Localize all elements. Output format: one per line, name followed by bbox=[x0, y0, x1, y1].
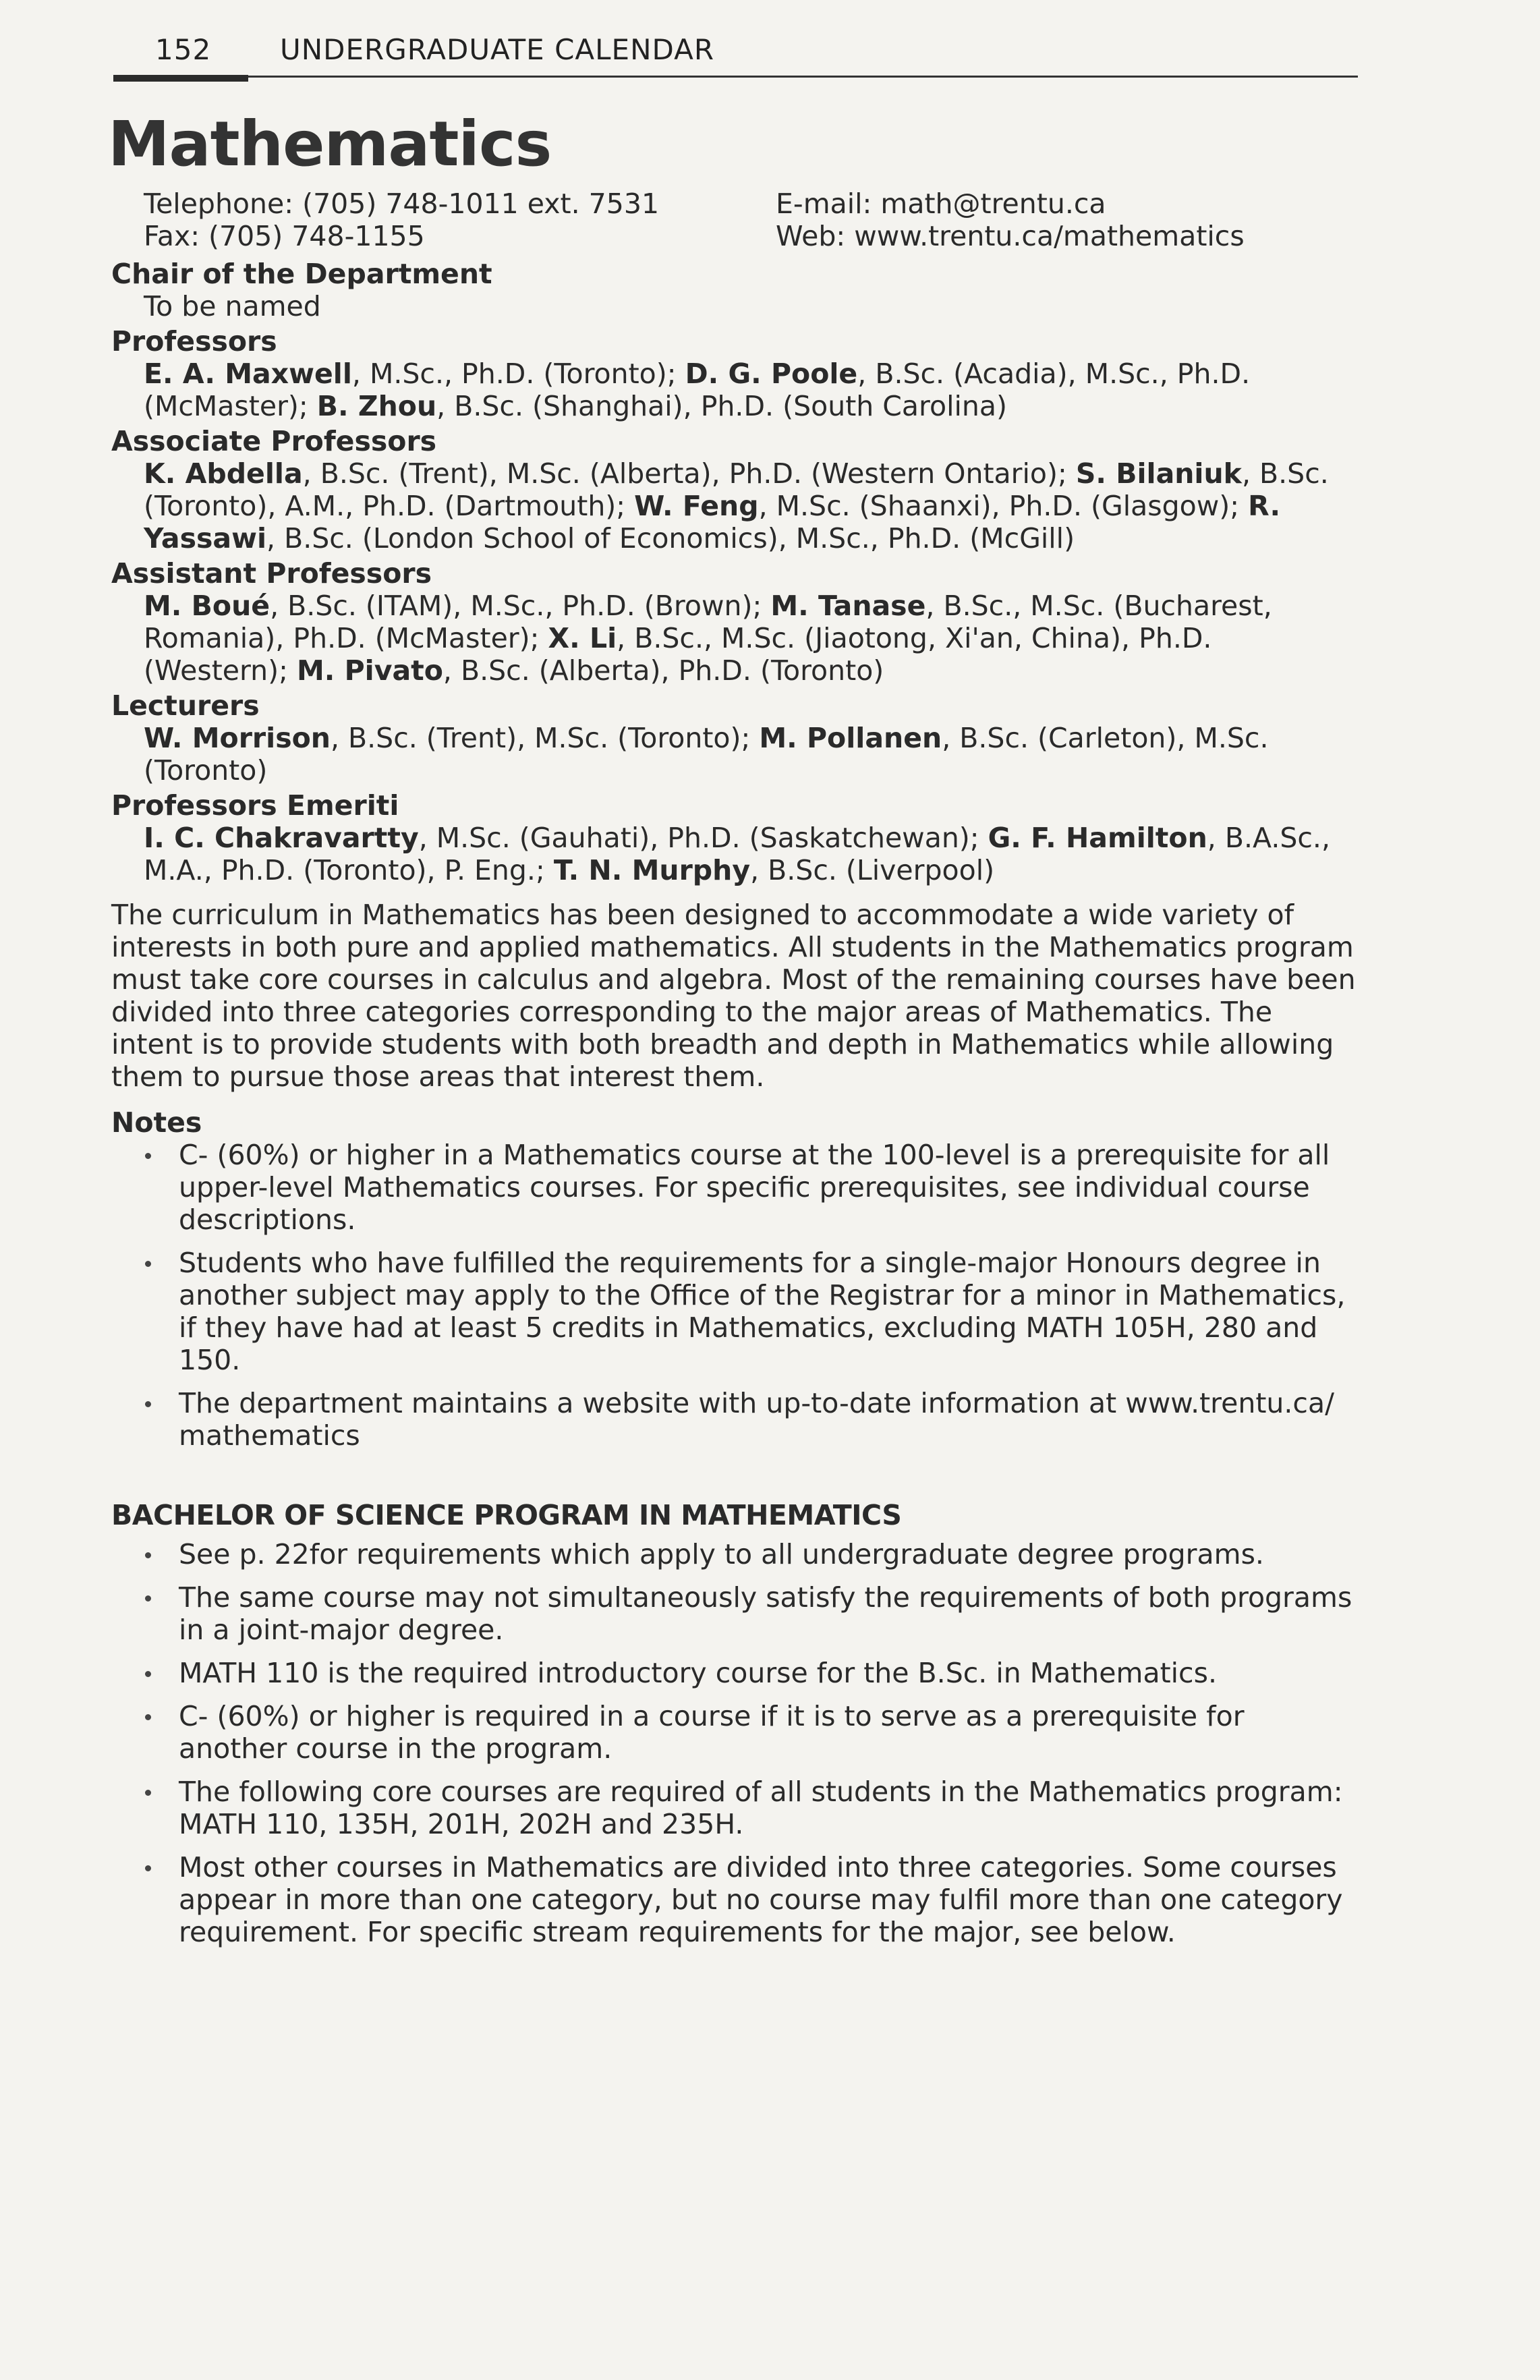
list-item-text: See p. 22for requirements which apply to all undergraduate degree programs. bbox=[179, 1538, 1264, 1570]
bsc-section-heading: BACHELOR OF SCIENCE PROGRAM IN MATHEMATICS bbox=[111, 1499, 902, 1531]
assistant-professors-heading: Assistant Professors bbox=[111, 557, 432, 590]
faculty-name: I. C. Chakravartty bbox=[144, 822, 419, 854]
assistant-professors-list bbox=[111, 590, 1359, 687]
list-item-text: The following core courses are required of all students in the Mathematics program: MATH 110, 135H, 201H, 202H and 235H. bbox=[179, 1776, 1343, 1840]
list-item bbox=[111, 1776, 1359, 1840]
notes-list bbox=[111, 1139, 1359, 1452]
list-item-text: C- (60%) or higher in a Mathematics course at the 100-level is a prerequisite for all upper-level Mathematics courses. For specific prerequisites, see individual course descriptions. bbox=[179, 1139, 1330, 1236]
lecturers-list bbox=[111, 722, 1359, 787]
faculty-name: S. Bilaniuk bbox=[1075, 457, 1242, 490]
faculty-credentials: , B.Sc. (London School of Economics), M.Sc., Ph.D. (McGill) bbox=[266, 522, 1075, 555]
emeriti-list bbox=[111, 822, 1359, 886]
list-item bbox=[111, 1700, 1359, 1765]
bullet-icon bbox=[145, 1865, 151, 1871]
list-item bbox=[111, 1851, 1359, 1948]
fax: Fax: (705) 748-1155 bbox=[144, 220, 425, 252]
bullet-icon bbox=[145, 1790, 151, 1796]
page-title: Mathematics bbox=[108, 108, 552, 180]
bullet-icon bbox=[145, 1261, 151, 1267]
lecturers-heading: Lecturers bbox=[111, 689, 260, 722]
main-content bbox=[111, 188, 1359, 1959]
bullet-icon bbox=[145, 1671, 151, 1677]
faculty-credentials: , B.Sc. (Trent), M.Sc. (Toronto); bbox=[330, 722, 760, 754]
list-item-text: The department maintains a website with up-to-date information at www.trentu.ca/ mathematics bbox=[179, 1387, 1334, 1452]
faculty-name: R. Yassawi bbox=[144, 490, 1281, 555]
notes-heading: Notes bbox=[111, 1106, 202, 1139]
list-item-text: The same course may not simultaneously satisfy the requirements of both programs in a joint-major degree. bbox=[179, 1581, 1352, 1646]
faculty-name: D. G. Poole bbox=[685, 358, 858, 390]
list-item-text: Students who have fulfilled the requirements for a single-major Honours degree in another subject may apply to the Office of the Registrar for a minor in Mathematics, if they have had at least 5 credits in Mathematics, excluding MATH 105H, 280 and 150. bbox=[179, 1247, 1346, 1376]
professors-list bbox=[111, 358, 1359, 422]
faculty-credentials: , M.Sc., Ph.D. (Toronto); bbox=[351, 358, 685, 390]
chair-heading: Chair of the Department bbox=[111, 258, 492, 290]
faculty-credentials: , B.Sc. (ITAM), M.Sc., Ph.D. (Brown); bbox=[270, 590, 771, 622]
list-item bbox=[111, 1538, 1359, 1570]
faculty-credentials: , B.Sc., M.Sc. (Bucharest, Romania), Ph.D. (McMaster); bbox=[144, 590, 1272, 654]
faculty-name: X. Li bbox=[548, 622, 617, 654]
associate-professors-list bbox=[111, 457, 1359, 555]
faculty-credentials: , B.Sc. (Shanghai), Ph.D. (South Carolina) bbox=[436, 390, 1007, 422]
running-title: UNDERGRADUATE CALENDAR bbox=[280, 33, 715, 66]
faculty-name: B. Zhou bbox=[316, 390, 437, 422]
list-item bbox=[111, 1657, 1359, 1689]
faculty-credentials: , B.A.Sc., M.A., Ph.D. (Toronto), P. Eng.; bbox=[144, 822, 1330, 886]
faculty-name: E. A. Maxwell bbox=[144, 358, 352, 390]
faculty-credentials: , B.Sc., M.Sc. (Jiaotong, Xi'an, China), Ph.D. (Western); bbox=[144, 622, 1212, 687]
faculty-name: G. F. Hamilton bbox=[988, 822, 1207, 854]
bullet-icon bbox=[145, 1714, 151, 1720]
faculty-credentials: , B.Sc. (Toronto), A.M., Ph.D. (Dartmouth); bbox=[144, 457, 1329, 522]
faculty-name: W. Morrison bbox=[144, 722, 331, 754]
faculty-name: T. N. Murphy bbox=[553, 854, 751, 886]
chair-text: To be named bbox=[144, 290, 321, 322]
running-head bbox=[113, 30, 1358, 78]
faculty-name: W. Feng bbox=[634, 490, 759, 522]
intro-paragraph: The curriculum in Mathematics has been designed to accommodate a wide variety of interests in both pure and applied mathematics. All students in the Mathematics program must take core courses in calculus and algebra. Most of the remaining courses have been divided into three categories corresponding to the major areas of Mathematics. The intent is to provide students with both breadth and depth in Mathematics while allowing them to pursue those areas that interest them. bbox=[111, 899, 1356, 1093]
faculty-credentials: , B.Sc. (Trent), M.Sc. (Alberta), Ph.D. (Western Ontario); bbox=[302, 457, 1076, 490]
bullet-icon bbox=[145, 1552, 151, 1558]
faculty-credentials: , B.Sc. (Alberta), Ph.D. (Toronto) bbox=[443, 654, 884, 687]
faculty-name: M. Tanase bbox=[770, 590, 926, 622]
faculty-name: M. Pivato bbox=[296, 654, 443, 687]
list-item bbox=[111, 1387, 1359, 1452]
list-item bbox=[111, 1247, 1359, 1376]
list-item-text: Most other courses in Mathematics are divided into three categories. Some courses appear in more than one category, but no course may fulfil more than one category requirement. For specific stream requirements for the major, see below. bbox=[179, 1851, 1343, 1948]
professors-heading: Professors bbox=[111, 325, 277, 358]
contact-phone-fax bbox=[144, 188, 659, 252]
telephone: Telephone: (705) 748-1011 ext. 7531 bbox=[144, 188, 660, 220]
bullet-icon bbox=[145, 1401, 151, 1407]
faculty-name: K. Abdella bbox=[144, 457, 303, 490]
header-rule bbox=[113, 76, 1358, 78]
faculty-credentials: , B.Sc. (Carleton), M.Sc. (Toronto) bbox=[144, 722, 1269, 787]
list-item-text: MATH 110 is the required introductory course for the B.Sc. in Mathematics. bbox=[179, 1657, 1217, 1689]
associate-professors-heading: Associate Professors bbox=[111, 425, 437, 457]
website-link: Web: www.trentu.ca/mathematics bbox=[776, 220, 1245, 252]
emeriti-heading: Professors Emeriti bbox=[111, 789, 399, 822]
bullet-icon bbox=[145, 1153, 151, 1159]
faculty-name: M. Pollanen bbox=[759, 722, 942, 754]
contact-block bbox=[111, 188, 1359, 255]
email-address: E-mail: math@trentu.ca bbox=[776, 188, 1106, 220]
faculty-credentials: , B.Sc. (Acadia), M.Sc., Ph.D. (McMaster); bbox=[144, 358, 1251, 422]
header-accent-bar bbox=[113, 75, 248, 82]
list-item bbox=[111, 1581, 1359, 1646]
page-number: 152 bbox=[155, 33, 212, 66]
faculty-credentials: , M.Sc. (Shaanxi), Ph.D. (Glasgow); bbox=[758, 490, 1249, 522]
bullet-icon bbox=[145, 1595, 151, 1602]
list-item bbox=[111, 1139, 1359, 1236]
faculty-name: M. Boué bbox=[144, 590, 270, 622]
list-item-text: C- (60%) or higher is required in a course if it is to serve as a prerequisite for another course in the program. bbox=[179, 1700, 1245, 1765]
faculty-credentials: , B.Sc. (Liverpool) bbox=[750, 854, 995, 886]
contact-online bbox=[776, 188, 1245, 252]
bsc-requirements-list bbox=[111, 1538, 1359, 1948]
faculty-credentials: , M.Sc. (Gauhati), Ph.D. (Saskatchewan); bbox=[418, 822, 988, 854]
